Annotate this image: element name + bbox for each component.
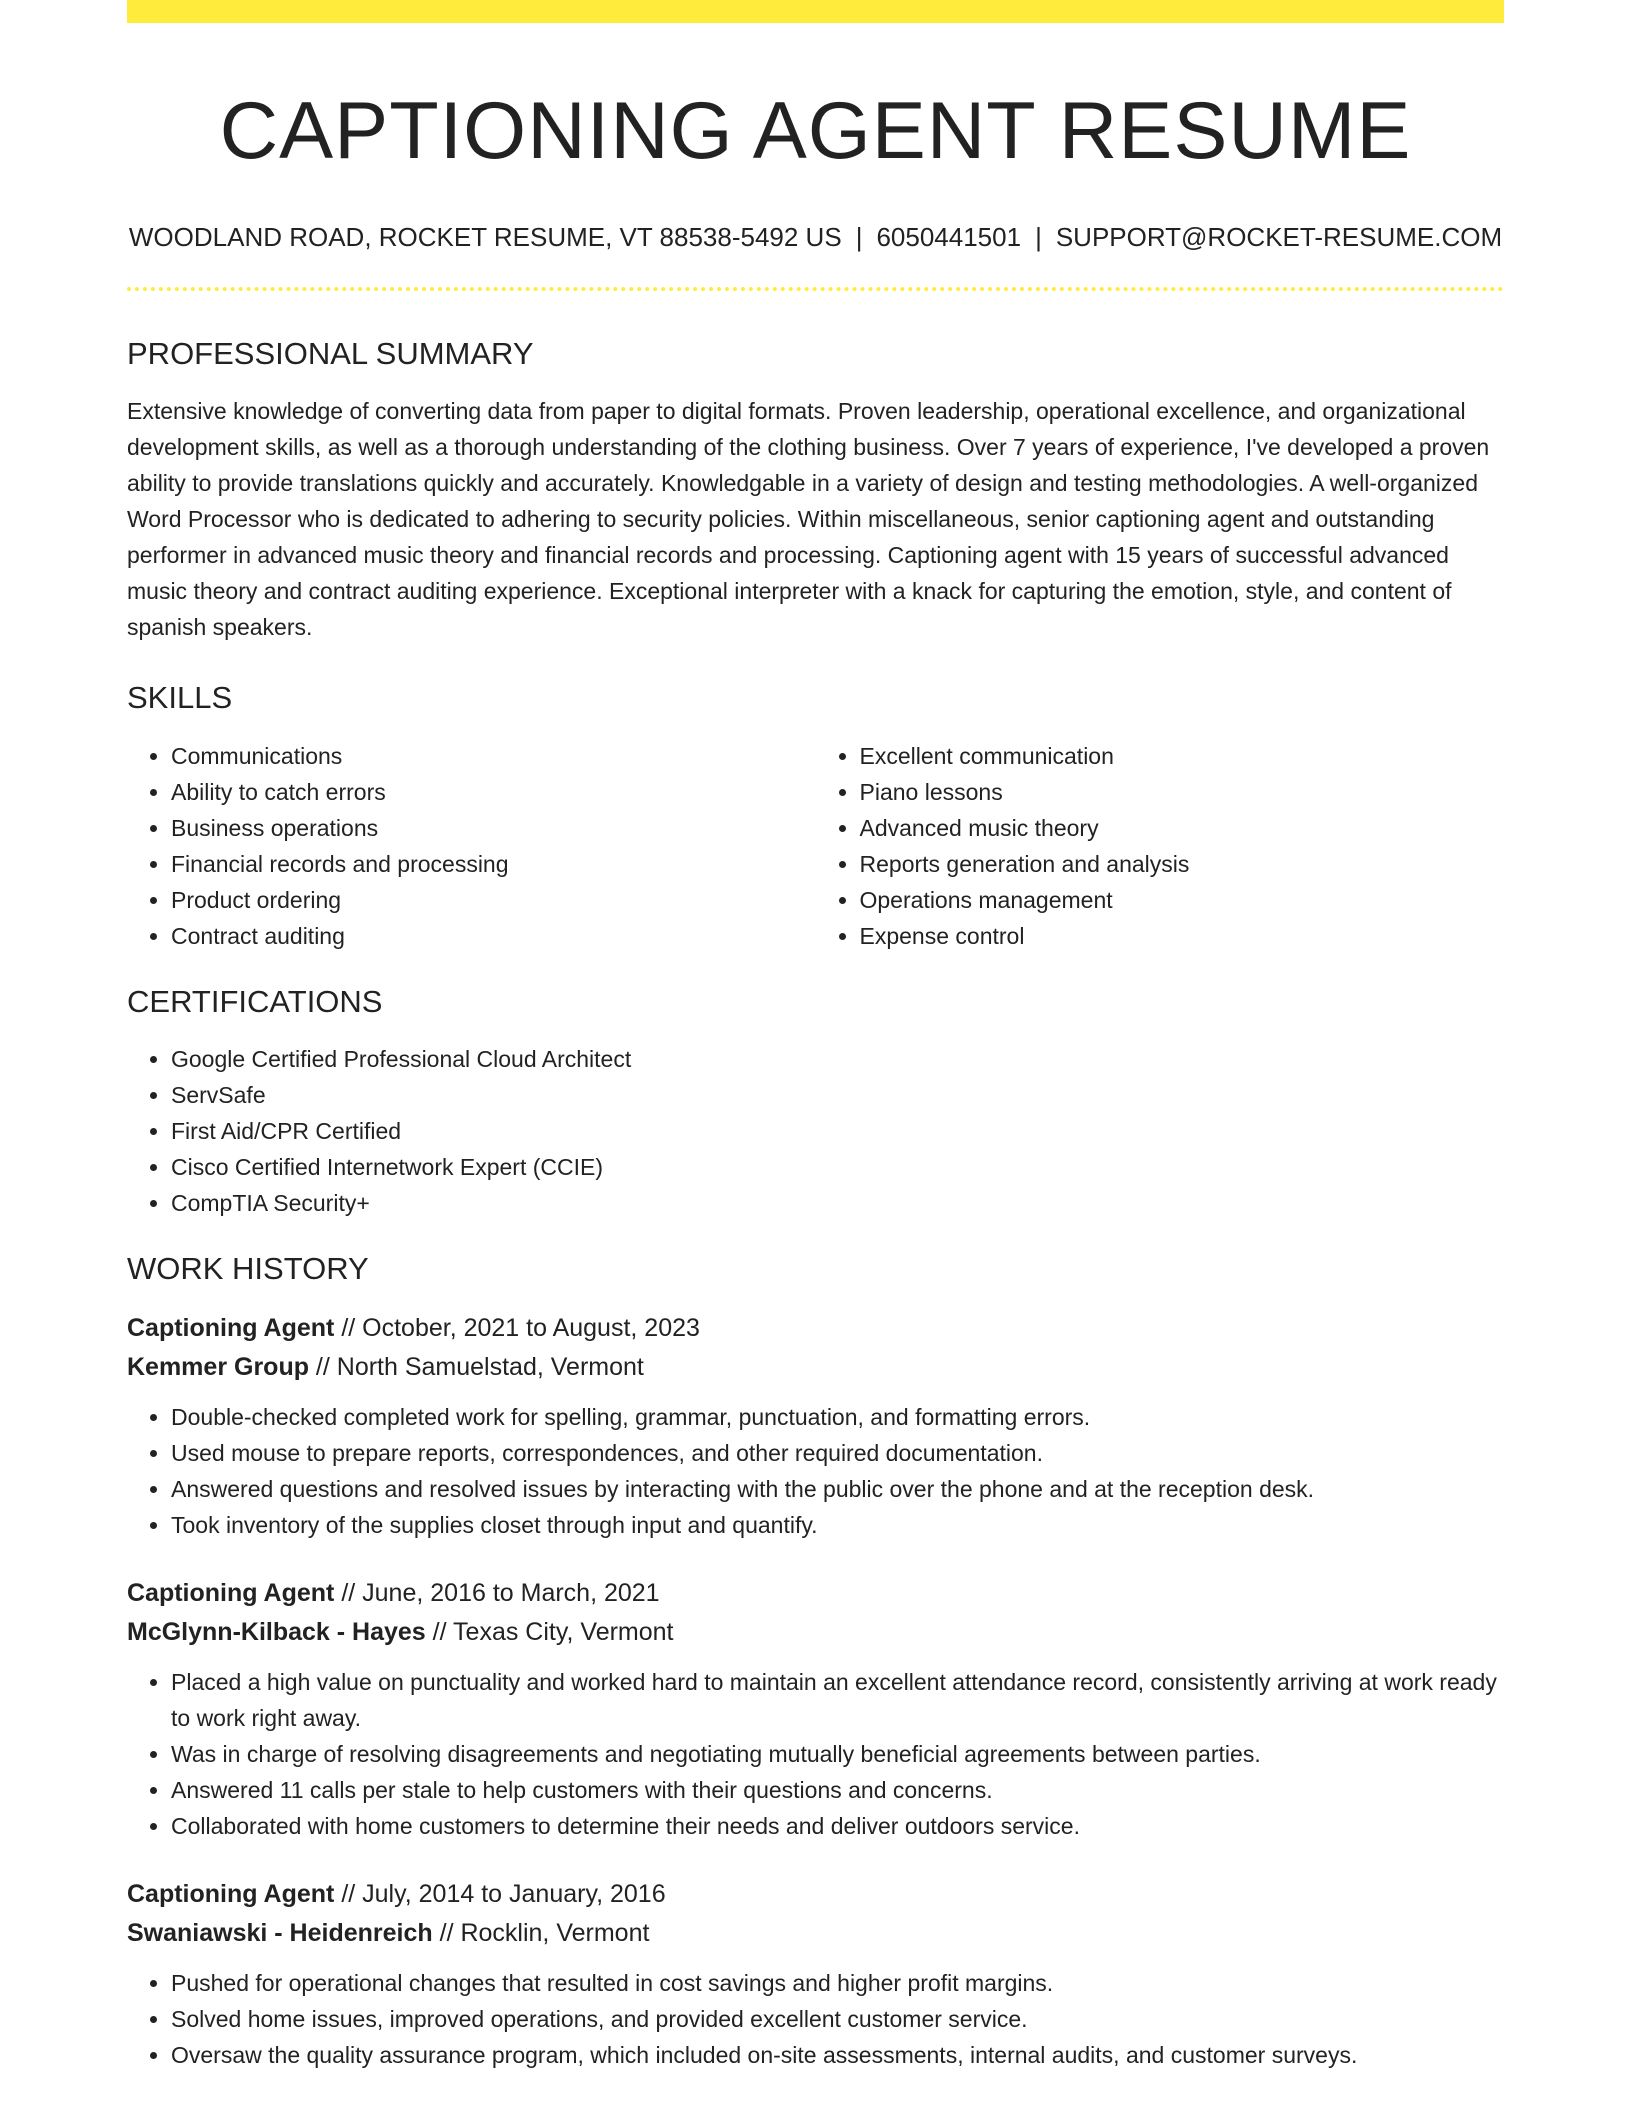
skill-item: • Piano lessons — [860, 774, 1505, 810]
job-company: Swaniawski - Heidenreich — [127, 1919, 433, 1948]
job-company: McGlynn-Kilback - Hayes — [127, 1618, 426, 1647]
job-role: Captioning Agent — [127, 1314, 335, 1343]
skill-item: • Excellent communication — [860, 738, 1505, 774]
certifications-heading: CERTIFICATIONS — [127, 983, 383, 1019]
skills-list-left — [127, 738, 816, 954]
job-entry — [127, 1875, 1504, 2073]
summary-text: Extensive knowledge of converting data from paper to digital formats. Proven leadership, operational excellence, and organizational development skills, as well as a thorough understanding of the clothing business. Over 7 years of experience, I've developed a proven ability to provide translations quickly and accurately. Knowledgable in a variety of design and testing methodologies. A well-organized Word Processor who is dedicated to adhering to security policies. Within miscellaneous, senior captioning agent and outstanding performer in advanced music theory and financial records and processing. Captioning agent with 15 years of successful advanced music theory and contract auditing experience. Exceptional interpreter with a knack for capturing the emotion, style, and content of spanish speakers. — [127, 398, 1490, 641]
contact-line — [127, 222, 1504, 253]
skill-item: • Expense control — [860, 918, 1505, 954]
job-dates: // June, 2016 to March, 2021 — [334, 1579, 660, 1608]
job-bullet: • Collaborated with home customers to determine their needs and deliver outdoors service. — [171, 1808, 1504, 1844]
job-bullet: • Solved home issues, improved operations, and provided excellent customer service. — [171, 2001, 1504, 2037]
summary-heading: PROFESSIONAL SUMMARY — [127, 336, 534, 372]
job-bullets — [127, 1399, 1504, 1543]
job-company: Kemmer Group — [127, 1353, 309, 1382]
job-location: // North Samuelstad, Vermont — [308, 1353, 644, 1382]
skill-item: • Communications — [171, 738, 816, 774]
job-company-line — [127, 1348, 1504, 1387]
skill-item: • Operations management — [860, 882, 1505, 918]
job-bullet: • Double-checked completed work for spelling, grammar, punctuation, and formatting errors. — [171, 1399, 1504, 1435]
certification-item: • First Aid/CPR Certified — [171, 1113, 1504, 1149]
skill-item: • Contract auditing — [171, 918, 816, 954]
job-bullet: • Pushed for operational changes that resulted in cost savings and higher profit margins. — [171, 1965, 1504, 2001]
job-company-line — [127, 1914, 1504, 1953]
resume-page — [127, 0, 1504, 2073]
contact-separator: | — [855, 222, 863, 253]
job-bullet: • Placed a high value on punctuality and worked hard to maintain an excellent attendance record, consistently arriving at work ready to work right away. — [171, 1664, 1504, 1736]
job-dates: // October, 2021 to August, 2023 — [334, 1314, 700, 1343]
job-bullet: • Was in charge of resolving disagreements and negotiating mutually beneficial agreements between parties. — [171, 1736, 1504, 1772]
skills-list-right — [816, 738, 1505, 954]
job-bullet: • Answered 11 calls per stale to help customers with their questions and concerns. — [171, 1772, 1504, 1808]
skill-item: • Product ordering — [171, 882, 816, 918]
job-bullet: • Took inventory of the supplies closet through input and quantify. — [171, 1507, 1504, 1543]
job-entry — [127, 1309, 1504, 1543]
certification-item: • Cisco Certified Internetwork Expert (CCIE) — [171, 1149, 1504, 1185]
job-bullets — [127, 1965, 1504, 2073]
job-company-line — [127, 1613, 1504, 1652]
job-bullet: • Used mouse to prepare reports, correspondences, and other required documentation. — [171, 1435, 1504, 1471]
certification-item: • CompTIA Security+ — [171, 1185, 1504, 1221]
skill-item: • Reports generation and analysis — [860, 846, 1505, 882]
job-entry — [127, 1574, 1504, 1844]
job-title-line — [127, 1309, 1504, 1348]
skills-columns — [127, 738, 1504, 954]
contact-phone: 6050441501 — [876, 222, 1022, 253]
job-location: // Texas City, Vermont — [425, 1618, 674, 1647]
certification-item: • Google Certified Professional Cloud Architect — [171, 1041, 1504, 1077]
job-role: Captioning Agent — [127, 1880, 335, 1909]
job-title-line — [127, 1875, 1504, 1914]
job-bullets — [127, 1664, 1504, 1844]
job-bullet: • Oversaw the quality assurance program, which included on-site assessments, internal audits, and customer surveys. — [171, 2037, 1504, 2073]
work-history-heading: WORK HISTORY — [127, 1250, 369, 1286]
skill-item: • Financial records and processing — [171, 846, 816, 882]
certifications-list — [127, 1041, 1504, 1221]
job-location: // Rocklin, Vermont — [432, 1919, 650, 1948]
job-role: Captioning Agent — [127, 1579, 335, 1608]
skill-item: • Ability to catch errors — [171, 774, 816, 810]
job-bullet: • Answered questions and resolved issues by interacting with the public over the phone and at the reception desk. — [171, 1471, 1504, 1507]
job-title-line — [127, 1574, 1504, 1613]
resume-title: CAPTIONING AGENT RESUME — [219, 86, 1412, 176]
skill-item: • Advanced music theory — [860, 810, 1505, 846]
contact-address: WOODLAND ROAD, ROCKET RESUME, VT 88538-5492 US — [128, 222, 842, 253]
dotted-divider — [127, 287, 1504, 291]
certification-item: • ServSafe — [171, 1077, 1504, 1113]
skills-heading: SKILLS — [127, 680, 233, 716]
contact-email: SUPPORT@ROCKET-RESUME.COM — [1055, 222, 1503, 253]
contact-separator: | — [1035, 222, 1042, 253]
top-accent-bar — [127, 0, 1504, 23]
job-dates: // July, 2014 to January, 2016 — [334, 1880, 666, 1909]
skill-item: • Business operations — [171, 810, 816, 846]
